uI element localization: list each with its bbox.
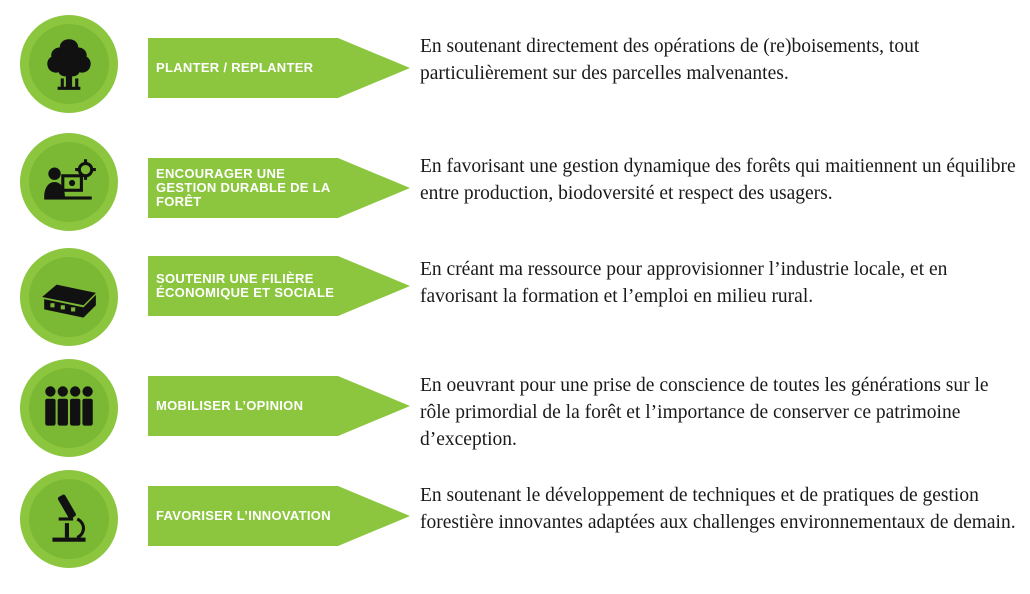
arrow-label bbox=[148, 486, 410, 546]
description-planter: En soutenant directement des opérations de (re)boisements, tout particulièrement sur des parcelles malvenantes. bbox=[420, 36, 920, 84]
row-gestion bbox=[0, 125, 1030, 243]
forest-worker-gear-icon bbox=[38, 151, 100, 213]
people-group-icon bbox=[38, 377, 100, 439]
row-opinion bbox=[0, 355, 1030, 473]
label-planter: PLANTER / REPLANTER bbox=[156, 60, 314, 75]
description-filiere: En créant ma ressource pour approvisionner l’industrie locale, et en favorisant la formation et l’emploi en milieu rural. bbox=[420, 259, 948, 307]
arrow-label bbox=[148, 38, 410, 98]
description-gestion: En favorisant une gestion dynamique des forêts qui maitiennent un équilibre entre production, biodoversité et respect des usagers. bbox=[420, 156, 1016, 204]
circle-badge bbox=[20, 248, 118, 346]
description-innovation: En soutenant le développement de techniques et de pratiques de gestion forestière innovantes adaptées aux challenges environnementaux de demain. bbox=[420, 485, 1016, 533]
circle-badge bbox=[20, 359, 118, 457]
row-filiere bbox=[0, 240, 1030, 358]
label-opinion: MOBILISER L’OPINION bbox=[156, 398, 304, 413]
label-innovation: FAVORISER L’INNOVATION bbox=[156, 508, 331, 523]
label-gestion: ENCOURAGER UNE GESTION DURABLE DE LA FORÊT bbox=[156, 166, 331, 209]
row-planter bbox=[0, 7, 1030, 125]
arrow-label bbox=[148, 376, 410, 436]
description-opinion: En oeuvrant pour une prise de conscience de toutes les générations sur le rôle primordial de la forêt et l’importance de conserver ce patrimoine d’exception. bbox=[420, 375, 989, 450]
tree-icon bbox=[38, 33, 100, 95]
label-filiere: SOUTENIR UNE FILIÈRE ÉCONOMIQUE ET SOCIALE bbox=[156, 271, 335, 300]
arrow-label bbox=[148, 256, 410, 316]
arrow-label bbox=[148, 158, 410, 218]
circle-badge bbox=[20, 133, 118, 231]
sawmill-building-icon bbox=[38, 266, 100, 328]
row-innovation bbox=[0, 466, 1030, 584]
microscope-icon bbox=[38, 488, 100, 550]
circle-badge bbox=[20, 15, 118, 113]
circle-badge bbox=[20, 470, 118, 568]
